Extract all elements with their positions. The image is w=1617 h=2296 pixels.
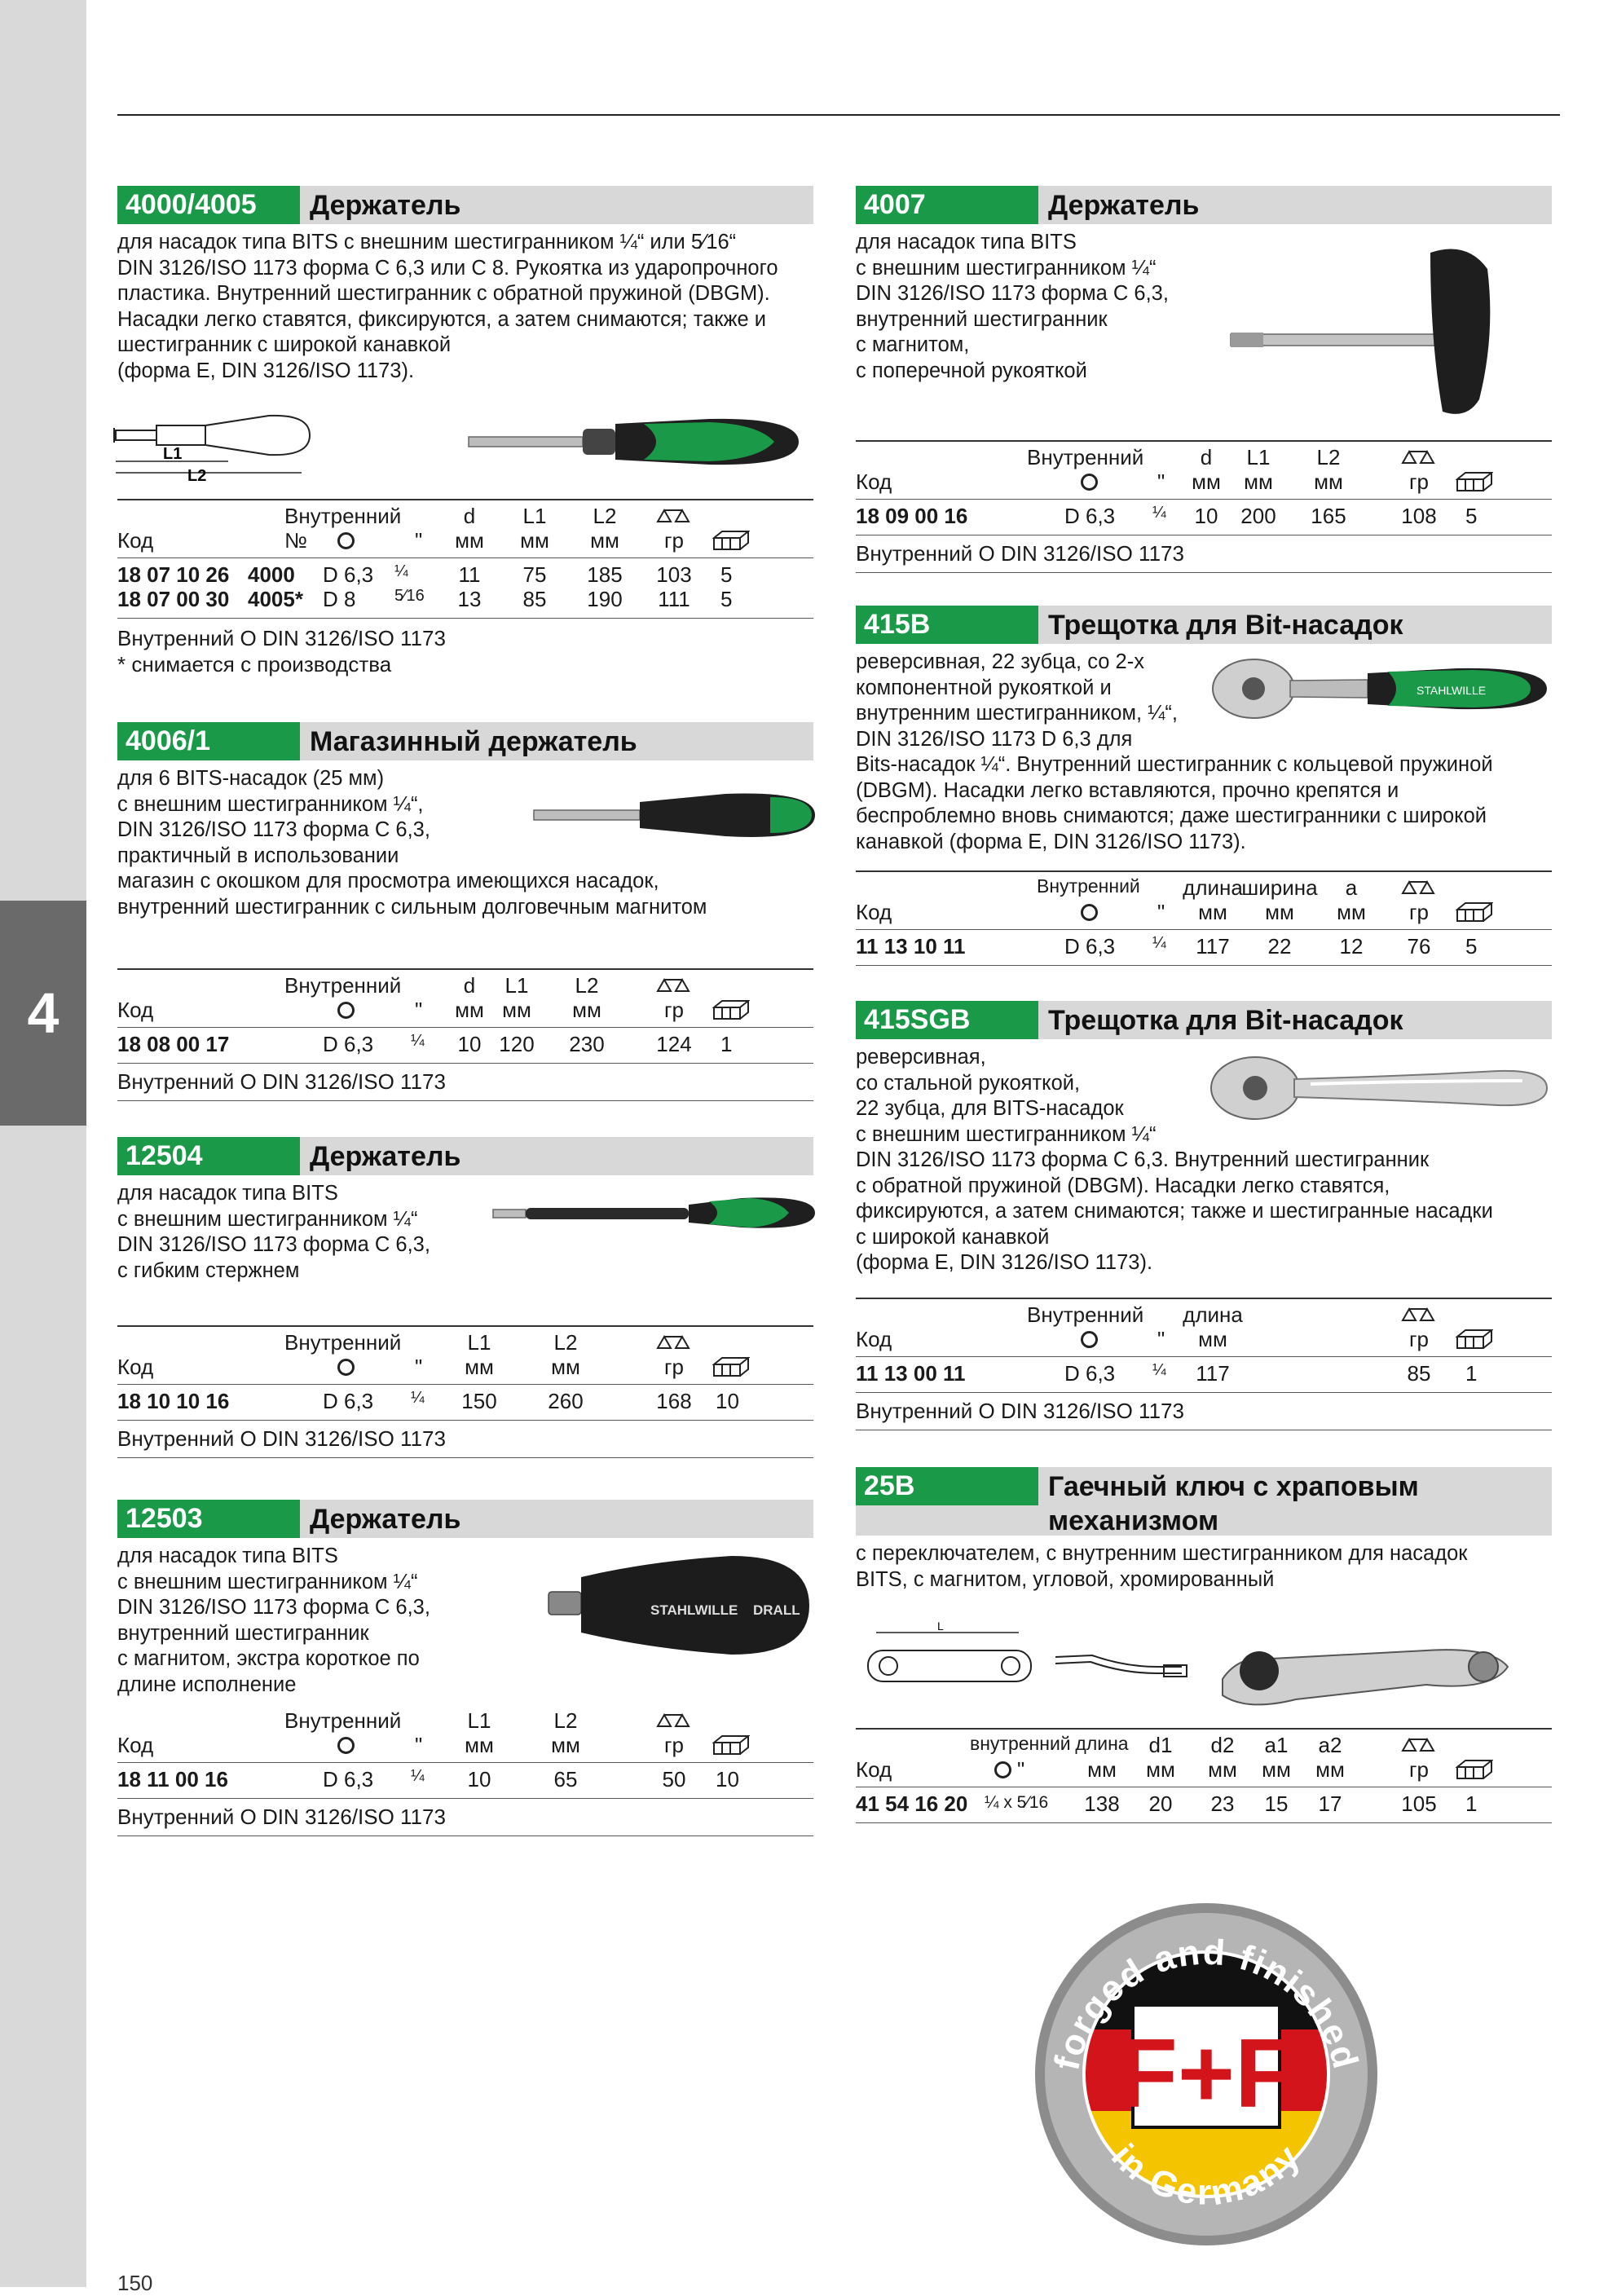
hdr-code: Код	[117, 1355, 154, 1379]
cell-grams: 85	[1407, 1361, 1431, 1386]
hdr-mm: мм	[455, 998, 484, 1022]
hdr-code: Код	[117, 998, 154, 1022]
hdr-internal: Внутренний	[1027, 1302, 1144, 1327]
hdr-code: Код	[856, 469, 892, 494]
hdr-mm: мм	[1244, 469, 1273, 494]
weight-icon	[1400, 1736, 1438, 1754]
section-header	[117, 186, 813, 224]
hdr-length: длина	[1183, 1302, 1243, 1327]
section-header	[856, 1467, 1552, 1536]
cell-qty: 5	[1465, 934, 1478, 959]
hdr-inch: "	[415, 998, 423, 1022]
spec-table-4006	[117, 968, 813, 1107]
cell-number: 4000	[248, 562, 295, 587]
hdr-d: d	[463, 504, 476, 528]
spec-table-12504	[117, 1325, 813, 1456]
cell-inch: ¼	[411, 1389, 425, 1407]
cell-l1: 120	[499, 1032, 535, 1056]
hdr-internal: внутренний	[970, 1733, 1071, 1754]
product-description: реверсивная, со стальной рукояткой, 22 зубца, для BITS-насадок с внешним шестигранником ¼“ DIN 3126/ISO 1173 форма С 6,3. Внутренний шестигранник с обратной пружиной (DBGM). Насадки легко ставятся, фиксируются, а затем снимаются; также и шестигранные насадки с широкой канавкой (форма E, DIN 3126/ISO 1173).	[856, 1046, 1493, 1274]
hdr-l2: L2	[575, 973, 599, 998]
cell-l2: 260	[548, 1389, 584, 1413]
hdr-inch: "	[415, 528, 423, 553]
package-icon	[1456, 901, 1493, 923]
product-title	[1048, 1467, 1419, 1538]
cell-inch: ¼	[411, 1032, 425, 1050]
hdr-grams: гр	[1409, 469, 1429, 494]
hdr-mm: мм	[1087, 1757, 1117, 1782]
table-note: Внутренний O DIN 3126/ISO 1173	[117, 1805, 446, 1829]
hdr-l2: L2	[1316, 445, 1341, 469]
hdr-l2: L2	[593, 504, 617, 528]
table-note: Внутренний O DIN 3126/ISO 1173	[856, 1399, 1184, 1423]
hdr-l1: L1	[504, 973, 529, 998]
hdr-l1: L1	[1246, 445, 1271, 469]
cell-l1: 85	[522, 587, 547, 611]
brand-text: STAHLWILLE	[1417, 684, 1487, 697]
cell-d: 13	[457, 587, 482, 611]
cell-l1: 75	[522, 562, 547, 587]
cell-l1: 10	[467, 1767, 491, 1791]
hdr-mm: мм	[590, 528, 619, 553]
hdr-a2: a2	[1318, 1733, 1342, 1757]
package-icon	[712, 1734, 750, 1756]
section-25b	[856, 1467, 1552, 1593]
cell-internal: D 6,3	[323, 1032, 374, 1056]
product-title: Держатель	[310, 1504, 461, 1535]
weight-icon	[655, 1712, 693, 1730]
product-drawing-25b	[856, 1618, 1565, 1716]
hdr-internal: Внутренний	[284, 1708, 402, 1733]
weight-icon	[1400, 448, 1438, 466]
hdr-mm: мм	[551, 1733, 580, 1757]
hdr-code: Код	[856, 900, 892, 924]
cell-grams: 50	[662, 1767, 686, 1791]
cell-d1: 20	[1148, 1791, 1173, 1816]
spec-table-415sgb	[856, 1298, 1552, 1436]
hdr-inch: "	[1157, 1327, 1165, 1351]
cell-inch: ¼	[1152, 1361, 1166, 1379]
hdr-internal: Внутренний	[284, 1330, 402, 1355]
hdr-inch: "	[1157, 469, 1165, 494]
hdr-mm: мм	[465, 1733, 494, 1757]
product-photo-12504	[489, 1188, 823, 1237]
cell-l2: 190	[587, 587, 623, 611]
cell-qty: 10	[716, 1389, 739, 1413]
package-icon	[712, 999, 750, 1020]
hdr-grams: гр	[664, 528, 684, 553]
cell-code: 18 11 00 16	[117, 1767, 228, 1791]
cell-code: 41 54 16 20	[856, 1791, 968, 1816]
cell-inch: 5⁄16	[394, 587, 425, 605]
cell-grams: 124	[656, 1032, 692, 1056]
cell-code: 11 13 10 11	[856, 934, 966, 959]
table-note: Внутренний O DIN 3126/ISO 1173	[856, 541, 1184, 566]
hdr-code: Код	[856, 1327, 892, 1351]
cell-internal: D 6,3	[1064, 934, 1116, 959]
package-icon	[1456, 1759, 1493, 1780]
cell-qty: 5	[1465, 504, 1478, 528]
hex-ring-icon	[994, 1757, 1011, 1783]
hdr-d: d	[463, 973, 476, 998]
product-code: 4000/4005	[117, 186, 300, 224]
hdr-mm: мм	[1314, 469, 1343, 494]
cell-qty: 5	[720, 587, 733, 611]
hdr-mm: мм	[1337, 900, 1366, 924]
cell-grams: 76	[1407, 934, 1431, 959]
cell-inch: ¼	[394, 562, 408, 580]
cell-internal: D 6,3	[323, 1767, 374, 1791]
product-title: Трещотка для Bit-насадок	[1048, 1005, 1403, 1036]
hdr-inch: "	[1157, 900, 1165, 924]
weight-icon	[1400, 879, 1438, 897]
hdr-length: длина	[1075, 1733, 1129, 1754]
cell-d: 10	[1194, 504, 1218, 528]
spec-table-4007	[856, 440, 1552, 579]
hdr-mm: мм	[1198, 1327, 1227, 1351]
cell-length: 117	[1196, 1361, 1230, 1386]
cell-code: 11 13 00 11	[856, 1361, 966, 1386]
hdr-inch: "	[1017, 1757, 1025, 1782]
logo-center-text: F+F	[1117, 2019, 1295, 2128]
hdr-mm: мм	[520, 528, 549, 553]
cell-internal: D 8	[323, 587, 356, 611]
spec-table-25b	[856, 1728, 1552, 1826]
cell-length: 117	[1196, 934, 1230, 959]
cell-code: 18 07 10 26	[117, 562, 230, 587]
hdr-internal: Внутренний	[284, 973, 402, 998]
section-header	[117, 1137, 813, 1175]
left-margin-bar	[0, 0, 86, 2287]
hdr-l2: L2	[553, 1330, 578, 1355]
section-header	[117, 722, 813, 760]
product-photo-12503	[544, 1545, 813, 1667]
hex-ring-icon	[1081, 469, 1098, 495]
product-description: с переключателем, с внутренним шестигранником для насадок BITS, с магнитом, угловой, хромированный	[856, 1542, 1468, 1591]
cell-d: 11	[458, 562, 481, 587]
product-code: 12503	[117, 1500, 300, 1538]
hex-ring-icon	[337, 528, 355, 553]
hdr-mm: мм	[1265, 900, 1294, 924]
cell-grams: 108	[1401, 504, 1437, 528]
hdr-number: №	[284, 528, 307, 553]
product-title: Магазинный держатель	[310, 726, 637, 757]
cell-l2: 65	[553, 1767, 578, 1791]
logo-arc-top: forged and finished	[1046, 1932, 1366, 2074]
cell-a: 12	[1339, 934, 1364, 959]
cell-grams: 105	[1401, 1791, 1437, 1816]
cell-l1: 200	[1240, 504, 1276, 528]
hdr-mm: мм	[455, 528, 484, 553]
weight-icon	[655, 1333, 693, 1351]
top-rule	[117, 114, 1560, 116]
cell-inch: ¼	[411, 1767, 425, 1785]
table-note: Внутренний O DIN 3126/ISO 1173	[117, 1426, 446, 1451]
hdr-inch: "	[415, 1355, 423, 1379]
spec-table-4000	[117, 499, 813, 678]
cell-code: 18 07 00 30	[117, 587, 230, 611]
hdr-mm: мм	[1198, 900, 1227, 924]
product-description: реверсивная, 22 зубца, со 2-х компонентной рукояткой и внутренним шестигранником, ¼“, DIN 3126/ISO 1173 D 6,3 для Bits-насадок ¼“. Внутренний шестигранник с кольцевой пружиной (DBGM). Насадки легко вставляются, прочно крепятся и беспроблемно вновь снимаются; даже шестигранники с широкой канавкой (форма E, DIN 3126/ISO 1173).	[856, 650, 1493, 853]
product-code: 4006/1	[117, 722, 300, 760]
hdr-grams: гр	[1409, 900, 1429, 924]
spec-table-415b	[856, 870, 1552, 968]
section-header	[117, 1500, 813, 1538]
package-icon	[712, 530, 750, 551]
cell-code: 18 10 10 16	[117, 1389, 230, 1413]
hex-ring-icon	[337, 1733, 355, 1758]
brand-text: STAHLWILLE	[650, 1602, 738, 1618]
cell-l2: 230	[569, 1032, 605, 1056]
package-icon	[1456, 471, 1493, 492]
section-415b	[856, 606, 1552, 855]
section-4000	[117, 186, 813, 384]
title-line-1: Гаечный ключ с храповым	[1048, 1471, 1419, 1502]
cell-qty: 1	[720, 1032, 733, 1056]
product-code: 415SGB	[856, 1001, 1038, 1039]
product-code: 415B	[856, 606, 1038, 644]
hdr-length: длина	[1183, 875, 1243, 900]
cell-internal: D 6,3	[1064, 504, 1116, 528]
chapter-tab: 4	[0, 901, 86, 1126]
cell-grams: 168	[656, 1389, 692, 1413]
hdr-d2: d2	[1210, 1733, 1235, 1757]
product-title: Трещотка для Bit-насадок	[1048, 610, 1403, 641]
cell-length: 138	[1084, 1791, 1120, 1816]
cell-grams: 103	[656, 562, 692, 587]
forged-finished-logo	[1019, 1891, 1394, 2250]
hex-ring-icon	[1081, 1327, 1098, 1352]
dimension-drawing-4000	[106, 406, 326, 483]
hdr-mm: мм	[1208, 1757, 1237, 1782]
hdr-mm: мм	[572, 998, 601, 1022]
cell-qty: 1	[1465, 1791, 1478, 1816]
cell-internal: D 6,3	[1064, 1361, 1116, 1386]
section-415sgb	[856, 1001, 1552, 1276]
section-header	[856, 606, 1552, 644]
cell-qty: 10	[716, 1767, 739, 1791]
cell-qty: 5	[720, 562, 733, 587]
hdr-l2: L2	[553, 1708, 578, 1733]
hdr-a: а	[1345, 875, 1358, 900]
hdr-mm: мм	[1315, 1757, 1345, 1782]
hdr-a1: a1	[1264, 1733, 1289, 1757]
hdr-code: Код	[117, 1733, 154, 1757]
hdr-d: d	[1200, 445, 1213, 469]
hdr-code: Код	[117, 528, 154, 553]
product-title: Держатель	[310, 190, 461, 221]
product-photo-415sgb	[1205, 1051, 1560, 1125]
product-title: Держатель	[310, 1141, 461, 1172]
product-description: для насадок типа BITS с внешним шестигранником ¼“ DIN 3126/ISO 1173 форма С 6,3, внутренний шестигранник с магнитом, экстра короткое по длине исполнение	[117, 1545, 430, 1696]
cell-internal: D 6,3	[323, 562, 374, 587]
product-photo-4007	[1223, 236, 1500, 424]
product-code: 4007	[856, 186, 1038, 224]
product-description: для насадок типа BITS с внешним шестигранником ¼“ или 5⁄16“ DIN 3126/ISO 1173 форма С 6,3 или С 8. Рукоятка из ударопрочного пластика. Внутренний шестигранник с обратной пружиной (DBGM). Насадки легко ставятся, фиксируются, а затем снимаются; также и шестигранник с широкой канавкой (форма E, DIN 3126/ISO 1173).	[117, 231, 778, 382]
cell-inch: ¼	[1152, 934, 1166, 952]
hdr-mm: мм	[1262, 1757, 1291, 1782]
cell-l2: 185	[587, 562, 623, 587]
hdr-grams: гр	[1409, 1327, 1429, 1351]
hdr-l1: L1	[522, 504, 547, 528]
cell-code: 18 09 00 16	[856, 504, 968, 528]
product-code: 12504	[117, 1137, 300, 1175]
hex-ring-icon	[337, 1355, 355, 1380]
cell-l1: 150	[461, 1389, 497, 1413]
logo-arc-bottom: in Germany	[1104, 2135, 1310, 2214]
table-note-discontinued: * снимается с производства	[117, 652, 392, 676]
hdr-width: ширина	[1241, 875, 1318, 900]
cell-internal: D 6,3	[323, 1389, 374, 1413]
hdr-internal: Внутренний	[284, 504, 402, 528]
section-header	[856, 186, 1552, 224]
table-note: Внутренний O DIN 3126/ISO 1173	[117, 626, 446, 650]
cell-d2: 23	[1210, 1791, 1235, 1816]
hdr-internal: Внутренний	[1027, 445, 1144, 469]
weight-icon	[655, 976, 693, 994]
hdr-d1: d1	[1148, 1733, 1173, 1757]
product-title: Держатель	[1048, 190, 1200, 221]
cell-code: 18 08 00 17	[117, 1032, 230, 1056]
dim-label-l: L	[937, 1620, 944, 1633]
hdr-mm: мм	[1146, 1757, 1175, 1782]
hdr-mm: мм	[502, 998, 531, 1022]
cell-inch: ¼ x 5⁄16	[985, 1793, 1049, 1812]
weight-icon	[1400, 1306, 1438, 1324]
product-code: 25B	[856, 1467, 1038, 1505]
cell-grams: 111	[658, 587, 690, 611]
product-photo-415b	[1205, 652, 1560, 725]
product-description: для 6 BITS-насадок (25 мм) с внешним шестигранником ¼“, DIN 3126/ISO 1173 форма С 6,3, практичный в использовании магазин с окошком для просмотра имеющихся насадок, внутренний шестигранник с сильным долговечным магнитом	[117, 767, 707, 919]
hdr-mm: мм	[1192, 469, 1221, 494]
dim-label-l1: L1	[163, 445, 183, 463]
package-icon	[712, 1356, 750, 1377]
hex-ring-icon	[1081, 900, 1098, 925]
product-photo-4006	[530, 782, 823, 848]
spec-table-12503	[117, 1708, 813, 1839]
cell-qty: 1	[1465, 1361, 1478, 1386]
hdr-grams: гр	[664, 1733, 684, 1757]
hdr-grams: гр	[664, 998, 684, 1022]
cell-l2: 165	[1311, 504, 1346, 528]
table-note: Внутренний O DIN 3126/ISO 1173	[117, 1069, 446, 1094]
cell-a1: 15	[1264, 1791, 1289, 1816]
hdr-l1: L1	[467, 1708, 491, 1733]
hex-ring-icon	[337, 998, 355, 1023]
product-description: для насадок типа BITS с внешним шестигранником ¼“ DIN 3126/ISO 1173 форма С 6,3, с гибким стержнем	[117, 1182, 430, 1282]
hdr-code: Код	[856, 1757, 892, 1782]
hdr-grams: гр	[1409, 1757, 1429, 1782]
hdr-inch: "	[415, 1733, 423, 1757]
weight-icon	[655, 507, 693, 525]
hdr-mm: мм	[465, 1355, 494, 1379]
hdr-grams: гр	[664, 1355, 684, 1379]
cell-a2: 17	[1318, 1791, 1342, 1816]
section-header	[856, 1001, 1552, 1039]
cell-inch: ¼	[1152, 504, 1166, 522]
page-number: 150	[117, 2271, 153, 2295]
brand-text: DRALL	[753, 1602, 800, 1618]
hdr-internal: Внутренний	[1037, 875, 1140, 897]
cell-number: 4005*	[248, 587, 303, 611]
title-line-2: механизмом	[1048, 1505, 1219, 1536]
cell-width: 22	[1267, 934, 1292, 959]
product-photo-4000	[465, 414, 807, 471]
hdr-mm: мм	[551, 1355, 580, 1379]
product-description: для насадок типа BITS с внешним шестигранником ¼“ DIN 3126/ISO 1173 форма С 6,3, внутренний шестигранник с магнитом, с поперечной рукояткой	[856, 231, 1169, 382]
cell-d: 10	[457, 1032, 482, 1056]
package-icon	[1456, 1329, 1493, 1350]
hdr-l1: L1	[467, 1330, 491, 1355]
dim-label-l2: L2	[187, 467, 207, 483]
